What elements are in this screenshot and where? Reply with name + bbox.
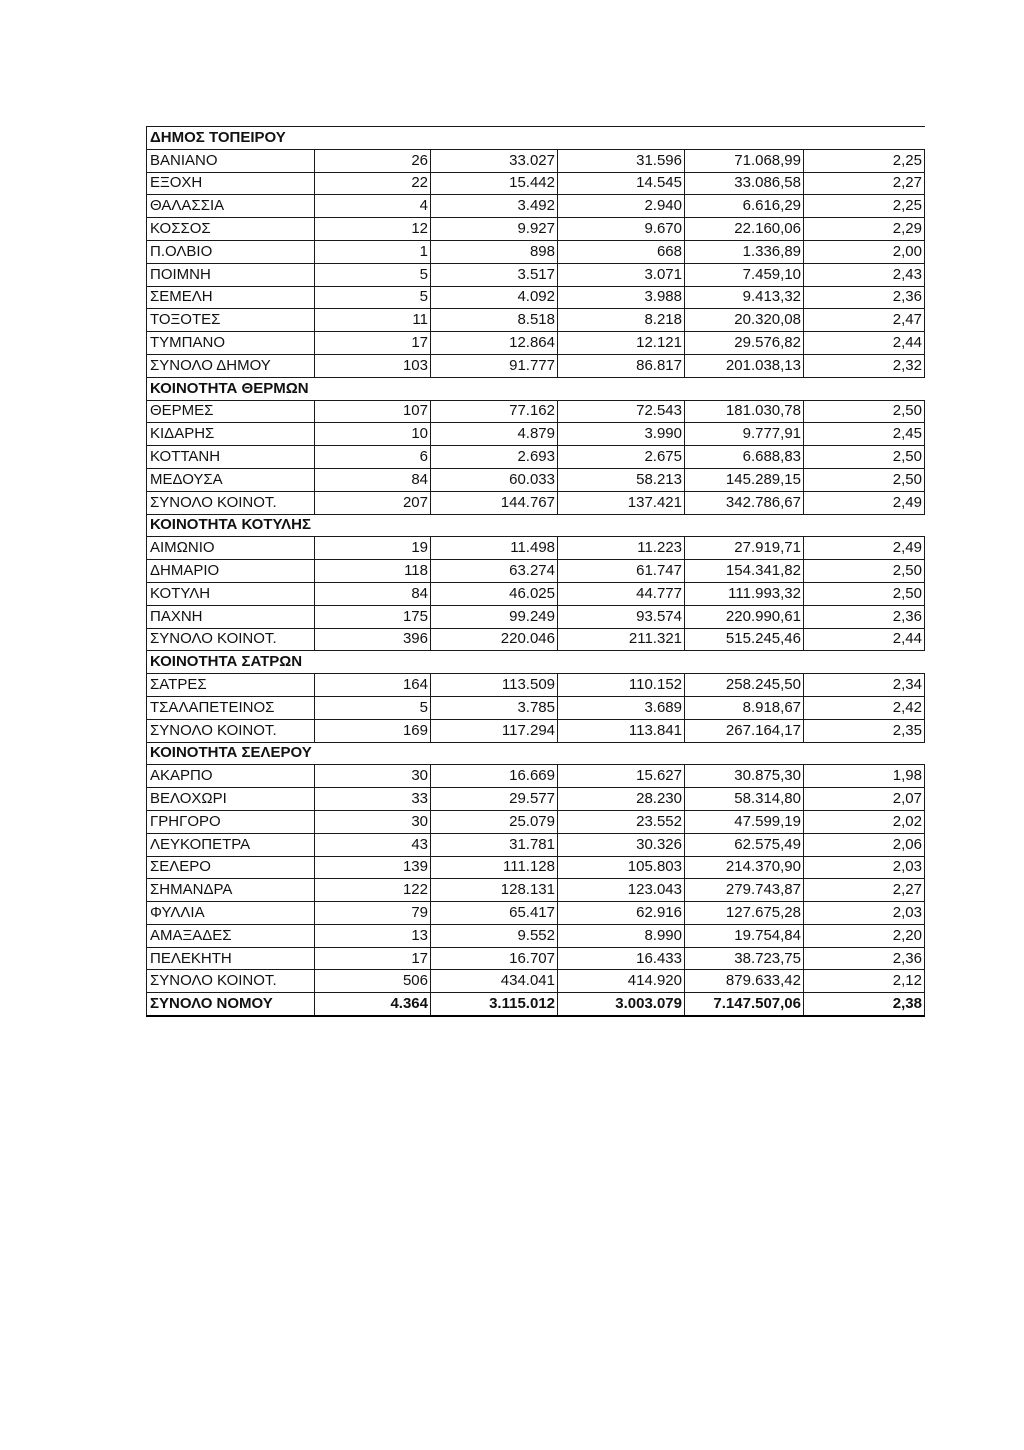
table-row <box>147 788 925 811</box>
value-b-cell: 15.627 <box>558 765 685 788</box>
count-cell: 30 <box>315 765 431 788</box>
ratio-cell: 2,25 <box>804 195 925 218</box>
section-header-row <box>147 514 925 537</box>
value-a-cell: 25.079 <box>431 810 558 833</box>
table-row <box>147 218 925 241</box>
count-cell: 4 <box>315 195 431 218</box>
value-a-cell: 99.249 <box>431 605 558 628</box>
amount-cell: 38.723,75 <box>685 947 804 970</box>
place-name-cell: ΘΑΛΑΣΣΙΑ <box>147 195 315 218</box>
place-name-cell: ΚΟΣΣΟΣ <box>147 218 315 241</box>
value-b-cell: 30.326 <box>558 833 685 856</box>
value-a-cell: 434.041 <box>431 970 558 993</box>
count-cell: 169 <box>315 719 431 742</box>
ratio-cell: 2,36 <box>804 605 925 628</box>
value-a-cell: 9.927 <box>431 218 558 241</box>
value-b-cell: 137.421 <box>558 491 685 514</box>
count-cell: 1 <box>315 240 431 263</box>
place-name-cell: ΜΕΔΟΥΣΑ <box>147 468 315 491</box>
value-b-cell: 93.574 <box>558 605 685 628</box>
place-name-cell: ΑΙΜΩΝΙΟ <box>147 537 315 560</box>
table-row <box>147 446 925 469</box>
table-row <box>147 195 925 218</box>
ratio-cell: 2,03 <box>804 856 925 879</box>
amount-cell: 111.993,32 <box>685 582 804 605</box>
ratio-cell: 2,20 <box>804 924 925 947</box>
ratio-cell: 2,00 <box>804 240 925 263</box>
grand-total-row <box>147 993 925 1016</box>
value-b-cell: 211.321 <box>558 628 685 651</box>
count-cell: 10 <box>315 423 431 446</box>
ratio-cell: 2,47 <box>804 309 925 332</box>
table-row <box>147 354 925 377</box>
value-b-cell: 58.213 <box>558 468 685 491</box>
value-a-cell: 29.577 <box>431 788 558 811</box>
table-row <box>147 400 925 423</box>
place-name-cell: ΕΞΟΧΗ <box>147 172 315 195</box>
ratio-cell: 2,36 <box>804 947 925 970</box>
amount-cell: 181.030,78 <box>685 400 804 423</box>
table-row <box>147 810 925 833</box>
place-name-cell: ΛΕΥΚΟΠΕΤΡΑ <box>147 833 315 856</box>
place-name-cell: Π.ΟΛΒΙΟ <box>147 240 315 263</box>
count-cell: 17 <box>315 947 431 970</box>
section-title: ΚΟΙΝΟΤΗΤΑ ΣΕΛΕΡΟΥ <box>147 742 925 765</box>
count-cell: 33 <box>315 788 431 811</box>
place-name-cell: ΑΜΑΞΑΔΕΣ <box>147 924 315 947</box>
value-b-cell: 86.817 <box>558 354 685 377</box>
count-cell: 43 <box>315 833 431 856</box>
value-a-cell: 9.552 <box>431 924 558 947</box>
amount-cell: 19.754,84 <box>685 924 804 947</box>
section-header-row <box>147 651 925 674</box>
value-b-cell: 61.747 <box>558 560 685 583</box>
count-cell: 5 <box>315 696 431 719</box>
value-a-cell: 63.274 <box>431 560 558 583</box>
amount-cell: 1.336,89 <box>685 240 804 263</box>
count-cell: 30 <box>315 810 431 833</box>
value-a-cell: 12.864 <box>431 332 558 355</box>
table-row <box>147 856 925 879</box>
value-b-cell: 3.689 <box>558 696 685 719</box>
section-title: ΔΗΜΟΣ ΤΟΠΕΙΡΟΥ <box>147 127 925 150</box>
table-row <box>147 970 925 993</box>
place-name-cell: ΤΣΑΛΑΠΕΤΕΙΝΟΣ <box>147 696 315 719</box>
value-b-cell: 72.543 <box>558 400 685 423</box>
value-a-cell: 15.442 <box>431 172 558 195</box>
amount-cell: 515.245,46 <box>685 628 804 651</box>
amount-cell: 342.786,67 <box>685 491 804 514</box>
place-name-cell: ΚΟΤΤΑΝΗ <box>147 446 315 469</box>
ratio-cell: 2,38 <box>804 993 925 1016</box>
table-row <box>147 947 925 970</box>
place-name-cell: ΣΕΜΕΛΗ <box>147 286 315 309</box>
count-cell: 139 <box>315 856 431 879</box>
value-a-cell: 91.777 <box>431 354 558 377</box>
value-b-cell: 8.990 <box>558 924 685 947</box>
value-b-cell: 3.990 <box>558 423 685 446</box>
value-b-cell: 414.920 <box>558 970 685 993</box>
place-name-cell: ΠΟΙΜΝΗ <box>147 263 315 286</box>
table-row <box>147 879 925 902</box>
ratio-cell: 2,29 <box>804 218 925 241</box>
value-b-cell: 31.596 <box>558 149 685 172</box>
ratio-cell: 2,50 <box>804 400 925 423</box>
section-title: ΚΟΙΝΟΤΗΤΑ ΣΑΤΡΩΝ <box>147 651 925 674</box>
place-name-cell: ΤΥΜΠΑΝΟ <box>147 332 315 355</box>
table-row <box>147 332 925 355</box>
count-cell: 79 <box>315 902 431 925</box>
count-cell: 103 <box>315 354 431 377</box>
ratio-cell: 2,45 <box>804 423 925 446</box>
value-b-cell: 62.916 <box>558 902 685 925</box>
place-name-cell: ΘΕΡΜΕΣ <box>147 400 315 423</box>
place-name-cell: ΣΥΝΟΛΟ ΚΟΙΝΟΤ. <box>147 719 315 742</box>
place-name-cell: ΣΕΛΕΡΟ <box>147 856 315 879</box>
amount-cell: 201.038,13 <box>685 354 804 377</box>
place-name-cell: ΠΕΛΕΚΗΤΗ <box>147 947 315 970</box>
ratio-cell: 2,06 <box>804 833 925 856</box>
value-a-cell: 3.517 <box>431 263 558 286</box>
table-row <box>147 286 925 309</box>
value-a-cell: 113.509 <box>431 674 558 697</box>
value-a-cell: 117.294 <box>431 719 558 742</box>
count-cell: 122 <box>315 879 431 902</box>
ratio-cell: 2,44 <box>804 332 925 355</box>
value-a-cell: 31.781 <box>431 833 558 856</box>
count-cell: 506 <box>315 970 431 993</box>
count-cell: 118 <box>315 560 431 583</box>
amount-cell: 33.086,58 <box>685 172 804 195</box>
count-cell: 4.364 <box>315 993 431 1016</box>
amount-cell: 30.875,30 <box>685 765 804 788</box>
count-cell: 13 <box>315 924 431 947</box>
amount-cell: 47.599,19 <box>685 810 804 833</box>
amount-cell: 29.576,82 <box>685 332 804 355</box>
table-row <box>147 605 925 628</box>
ratio-cell: 2,36 <box>804 286 925 309</box>
ratio-cell: 2,25 <box>804 149 925 172</box>
table-row <box>147 902 925 925</box>
value-b-cell: 28.230 <box>558 788 685 811</box>
amount-cell: 154.341,82 <box>685 560 804 583</box>
count-cell: 84 <box>315 582 431 605</box>
place-name-cell: ΣΥΝΟΛΟ ΔΗΜΟΥ <box>147 354 315 377</box>
amount-cell: 7.459,10 <box>685 263 804 286</box>
amount-cell: 279.743,87 <box>685 879 804 902</box>
table-row <box>147 628 925 651</box>
count-cell: 107 <box>315 400 431 423</box>
table-row <box>147 423 925 446</box>
value-b-cell: 23.552 <box>558 810 685 833</box>
count-cell: 22 <box>315 172 431 195</box>
place-name-cell: ΒΑΝΙΑΝΟ <box>147 149 315 172</box>
amount-cell: 267.164,17 <box>685 719 804 742</box>
table-row <box>147 924 925 947</box>
count-cell: 84 <box>315 468 431 491</box>
table-row <box>147 765 925 788</box>
amount-cell: 27.919,71 <box>685 537 804 560</box>
place-name-cell: ΣΥΝΟΛΟ ΚΟΙΝΟΤ. <box>147 491 315 514</box>
amount-cell: 258.245,50 <box>685 674 804 697</box>
place-name-cell: ΣΥΝΟΛΟ ΚΟΙΝΟΤ. <box>147 970 315 993</box>
value-b-cell: 668 <box>558 240 685 263</box>
amount-cell: 22.160,06 <box>685 218 804 241</box>
value-a-cell: 33.027 <box>431 149 558 172</box>
place-name-cell: ΔΗΜΑΡΙΟ <box>147 560 315 583</box>
value-a-cell: 898 <box>431 240 558 263</box>
ratio-cell: 2,49 <box>804 491 925 514</box>
table-row <box>147 696 925 719</box>
value-b-cell: 3.071 <box>558 263 685 286</box>
table-row <box>147 674 925 697</box>
place-name-cell: ΣΥΝΟΛΟ ΝΟΜΟΥ <box>147 993 315 1016</box>
count-cell: 17 <box>315 332 431 355</box>
value-b-cell: 8.218 <box>558 309 685 332</box>
section-header-row <box>147 742 925 765</box>
place-name-cell: ΓΡΗΓΟΡΟ <box>147 810 315 833</box>
value-b-cell: 16.433 <box>558 947 685 970</box>
table-row <box>147 582 925 605</box>
ratio-cell: 2,12 <box>804 970 925 993</box>
table-row <box>147 263 925 286</box>
ratio-cell: 2,50 <box>804 582 925 605</box>
ratio-cell: 2,44 <box>804 628 925 651</box>
amount-cell: 145.289,15 <box>685 468 804 491</box>
amount-cell: 6.688,83 <box>685 446 804 469</box>
value-b-cell: 105.803 <box>558 856 685 879</box>
value-b-cell: 9.670 <box>558 218 685 241</box>
value-a-cell: 3.115.012 <box>431 993 558 1016</box>
amount-cell: 127.675,28 <box>685 902 804 925</box>
place-name-cell: ΚΟΤΥΛΗ <box>147 582 315 605</box>
value-b-cell: 2.940 <box>558 195 685 218</box>
value-b-cell: 123.043 <box>558 879 685 902</box>
place-name-cell: ΚΙΔΑΡΗΣ <box>147 423 315 446</box>
data-table <box>146 126 925 1017</box>
ratio-cell: 2,42 <box>804 696 925 719</box>
amount-cell: 20.320,08 <box>685 309 804 332</box>
count-cell: 396 <box>315 628 431 651</box>
count-cell: 207 <box>315 491 431 514</box>
count-cell: 164 <box>315 674 431 697</box>
amount-cell: 879.633,42 <box>685 970 804 993</box>
count-cell: 6 <box>315 446 431 469</box>
count-cell: 19 <box>315 537 431 560</box>
table-row <box>147 719 925 742</box>
value-a-cell: 4.879 <box>431 423 558 446</box>
value-a-cell: 11.498 <box>431 537 558 560</box>
ratio-cell: 2,27 <box>804 879 925 902</box>
amount-cell: 71.068,99 <box>685 149 804 172</box>
place-name-cell: ΤΟΞΟΤΕΣ <box>147 309 315 332</box>
table-row <box>147 172 925 195</box>
ratio-cell: 1,98 <box>804 765 925 788</box>
table-row <box>147 833 925 856</box>
table-row <box>147 537 925 560</box>
value-b-cell: 110.152 <box>558 674 685 697</box>
ratio-cell: 2,32 <box>804 354 925 377</box>
place-name-cell: ΒΕΛΟΧΩΡΙ <box>147 788 315 811</box>
value-b-cell: 12.121 <box>558 332 685 355</box>
value-a-cell: 2.693 <box>431 446 558 469</box>
count-cell: 5 <box>315 263 431 286</box>
section-title: ΚΟΙΝΟΤΗΤΑ ΚΟΤΥΛΗΣ <box>147 514 925 537</box>
table-row <box>147 491 925 514</box>
section-title: ΚΟΙΝΟΤΗΤΑ ΘΕΡΜΩΝ <box>147 377 925 400</box>
ratio-cell: 2,02 <box>804 810 925 833</box>
value-a-cell: 3.785 <box>431 696 558 719</box>
value-a-cell: 16.669 <box>431 765 558 788</box>
value-b-cell: 3.988 <box>558 286 685 309</box>
place-name-cell: ΑΚΑΡΠΟ <box>147 765 315 788</box>
place-name-cell: ΣΥΝΟΛΟ ΚΟΙΝΟΤ. <box>147 628 315 651</box>
value-a-cell: 144.767 <box>431 491 558 514</box>
value-a-cell: 77.162 <box>431 400 558 423</box>
place-name-cell: ΠΑΧΝΗ <box>147 605 315 628</box>
amount-cell: 58.314,80 <box>685 788 804 811</box>
place-name-cell: ΣΑΤΡΕΣ <box>147 674 315 697</box>
ratio-cell: 2,07 <box>804 788 925 811</box>
amount-cell: 9.777,91 <box>685 423 804 446</box>
section-header-row <box>147 377 925 400</box>
value-b-cell: 14.545 <box>558 172 685 195</box>
amount-cell: 214.370,90 <box>685 856 804 879</box>
value-a-cell: 3.492 <box>431 195 558 218</box>
amount-cell: 6.616,29 <box>685 195 804 218</box>
value-a-cell: 16.707 <box>431 947 558 970</box>
table-row <box>147 149 925 172</box>
value-a-cell: 128.131 <box>431 879 558 902</box>
table-row <box>147 468 925 491</box>
table-row <box>147 309 925 332</box>
ratio-cell: 2,35 <box>804 719 925 742</box>
ratio-cell: 2,03 <box>804 902 925 925</box>
place-name-cell: ΣΗΜΑΝΔΡΑ <box>147 879 315 902</box>
ratio-cell: 2,50 <box>804 468 925 491</box>
table-row <box>147 240 925 263</box>
value-b-cell: 11.223 <box>558 537 685 560</box>
value-a-cell: 4.092 <box>431 286 558 309</box>
ratio-cell: 2,50 <box>804 560 925 583</box>
place-name-cell: ΦΥΛΛΙΑ <box>147 902 315 925</box>
count-cell: 12 <box>315 218 431 241</box>
table-body <box>147 127 925 1017</box>
value-a-cell: 60.033 <box>431 468 558 491</box>
count-cell: 26 <box>315 149 431 172</box>
count-cell: 11 <box>315 309 431 332</box>
amount-cell: 8.918,67 <box>685 696 804 719</box>
value-a-cell: 111.128 <box>431 856 558 879</box>
value-b-cell: 3.003.079 <box>558 993 685 1016</box>
value-a-cell: 46.025 <box>431 582 558 605</box>
table-row <box>147 560 925 583</box>
value-b-cell: 113.841 <box>558 719 685 742</box>
ratio-cell: 2,27 <box>804 172 925 195</box>
ratio-cell: 2,49 <box>804 537 925 560</box>
value-b-cell: 2.675 <box>558 446 685 469</box>
section-header-row <box>147 127 925 150</box>
value-a-cell: 8.518 <box>431 309 558 332</box>
ratio-cell: 2,34 <box>804 674 925 697</box>
ratio-cell: 2,50 <box>804 446 925 469</box>
value-b-cell: 44.777 <box>558 582 685 605</box>
amount-cell: 7.147.507,06 <box>685 993 804 1016</box>
amount-cell: 9.413,32 <box>685 286 804 309</box>
ratio-cell: 2,43 <box>804 263 925 286</box>
value-a-cell: 220.046 <box>431 628 558 651</box>
amount-cell: 220.990,61 <box>685 605 804 628</box>
count-cell: 175 <box>315 605 431 628</box>
value-a-cell: 65.417 <box>431 902 558 925</box>
count-cell: 5 <box>315 286 431 309</box>
amount-cell: 62.575,49 <box>685 833 804 856</box>
